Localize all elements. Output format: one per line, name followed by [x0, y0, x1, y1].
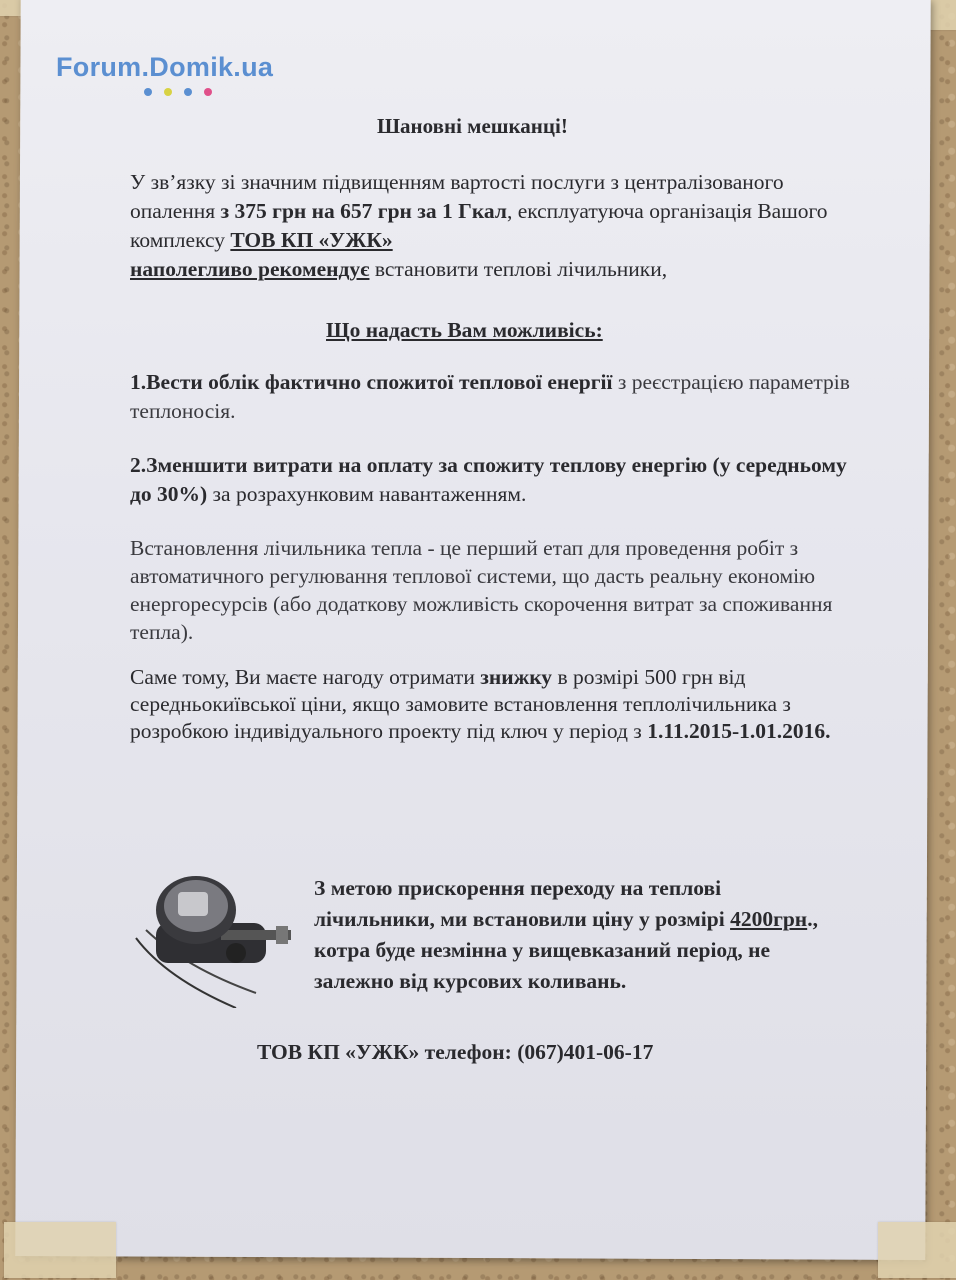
heat-meter-image: [126, 868, 296, 1008]
benefit-2-bold: 2.Зменшити витрати на оплату за спожиту теплову енергію (у середньому до 30%): [130, 453, 847, 506]
benefit-2-rest: за розрахунковим навантаженням.: [207, 482, 527, 506]
benefit-item-2: [130, 451, 860, 509]
discount-word: знижку: [480, 665, 553, 689]
discount-period: 1.11.2015-1.01.2016.: [647, 719, 831, 743]
dot-2: [164, 88, 172, 96]
contact-signature: ТОВ КП «УЖК» телефон: (067)401-06-17: [257, 1040, 654, 1064]
price-value: 4200грн: [730, 907, 808, 931]
benefit-1-rest: з реєстрацією параметрів теплоносія.: [130, 370, 850, 423]
benefit-1-bold: 1.Вести облік фактично спожитої теплової енергії: [130, 370, 613, 394]
recommendation: наполегливо рекомендує: [130, 257, 370, 281]
intro-paragraph: [130, 168, 850, 284]
price-paragraph: [314, 873, 834, 997]
benefits-heading: Що надасть Вам можливісь:: [326, 318, 603, 342]
explanation-paragraph: Встановлення лічильника тепла - це перший етап для проведення робіт з автоматичного регулювання теплової системи, що дасть реальну економію енергоресурсів (або додаткову можливість скорочення витрат за споживання тепла).: [130, 536, 833, 644]
tape-bottom-right: [878, 1222, 956, 1278]
intro-text-c: , експлуатуюча організація Вашого комплексу: [130, 199, 828, 252]
intro-text-a: У зв’язку зі значним підвищенням вартості послуги з централізованого опалення: [130, 170, 784, 223]
price-change: з 375 грн на 657 грн за 1 Гкал: [220, 199, 507, 223]
benefit-item-1: [130, 368, 850, 426]
intro-text-f: встановити теплові лічильники,: [369, 257, 668, 281]
watermark-dots: [144, 88, 212, 96]
price-text-b: ., котра буде незмінна у вищевказаний період, не залежно від курсових коливань.: [314, 907, 818, 993]
notice-title: Шановні мешканці!: [377, 114, 568, 138]
company-name: ТОВ КП «УЖК»: [230, 228, 393, 252]
dot-1: [144, 88, 152, 96]
discount-text-c: в розмірі 500 грн від середньокиївської ціни, якщо замовите встановлення теплолічильника з розробкою індивідуального проекту під ключ у період з: [130, 665, 791, 743]
dot-3: [184, 88, 192, 96]
price-text-a: З метою прискорення переходу на теплові лічильники, ми встановили ціну у розмірі: [314, 876, 731, 931]
tape-bottom-left: [4, 1222, 116, 1278]
watermark-logo: Forum.Domik.ua: [56, 52, 274, 82]
discount-text-a: Саме тому, Ви маєте нагоду отримати: [130, 665, 481, 689]
dot-4: [204, 88, 212, 96]
discount-paragraph: [130, 664, 870, 745]
